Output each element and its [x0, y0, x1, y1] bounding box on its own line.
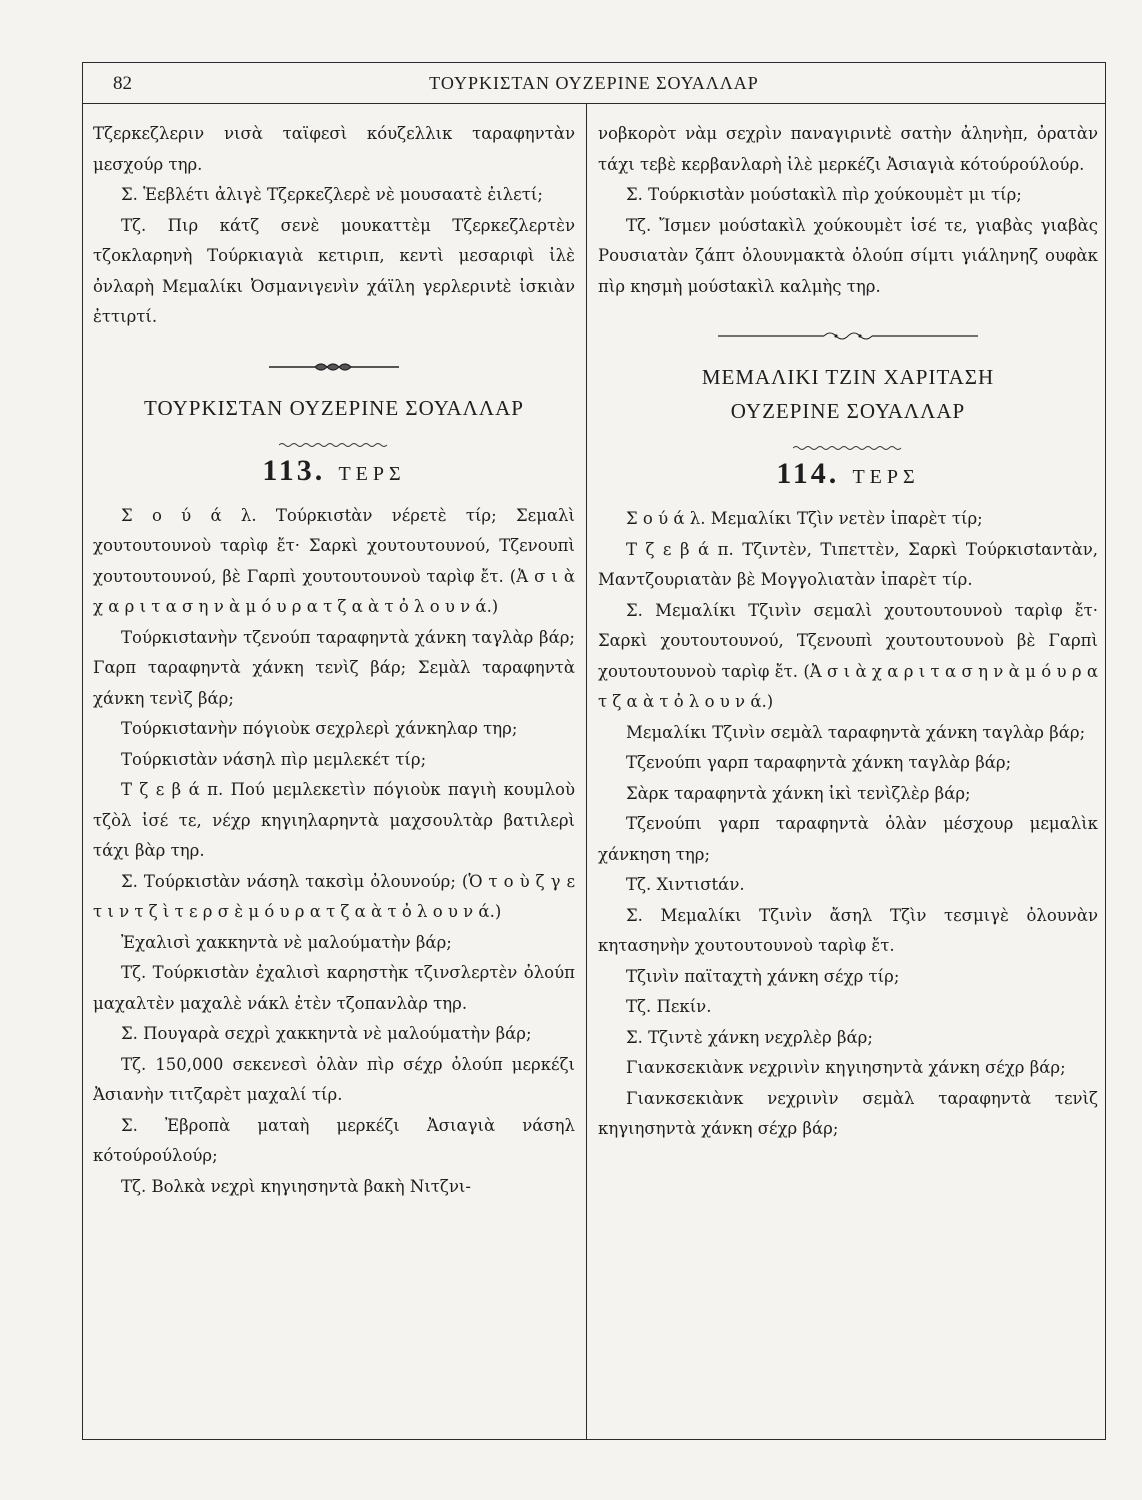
lesson-paragraph: Τούρκισtὰν νάσηλ πὶρ μεμλεκέτ τίρ; — [121, 749, 427, 769]
lesson-word: ΤΕΡΣ — [852, 466, 920, 488]
lesson-paragraph: Μεμαλίκι Τζινὶν σεμὰλ ταραφηντὰ χάνκη ταγλὰρ βάρ; — [626, 722, 1086, 742]
right-intro-paragraph: Τζ. Ἴσμεν μούσtακὶλ χούκουμὲτ ἰσέ τε, γιαβὰς γιαβὰς Ρουσιατὰν ζάπτ ὀλουνμακτὰ ὀλούπ σίμτι γιάληνηζ ουφὰκ πὶρ κησμὴ μούσtακὶλ καλμὴς τηρ. — [598, 215, 1098, 296]
lesson-heading — [93, 451, 575, 495]
lesson-paragraph: Ἐχαλισὶ χακκηντὰ νὲ μαλούματὴν βάρ; — [121, 932, 452, 952]
lesson-paragraph: Τζενούπι γαρπ ταραφηντὰ ὀλὰν μέσχουρ μεμαλὶκ χάνκηση τηρ; — [598, 814, 1098, 864]
lesson-paragraph: Τζ. Τούρκισtὰν ἐχαλισὶ καρηστὴκ τζινσλερτὲν ὀλούπ μαχαλτὲν μαχαλὲ νάκλ ἐτὲν τζοπανλὰρ τηρ. — [93, 963, 575, 1013]
lesson-paragraph: Γιανκσεκιὰνκ νεχρινὶν κηγιησηντὰ χάνκη σέχρ βάρ; — [626, 1058, 1066, 1077]
lesson-number: 113. — [262, 453, 326, 487]
left-intro-paragraph: Τζερκεζλεριν νισὰ ταϊφεσὶ κόυζελλικ ταραφηντὰν μεσχούρ τηρ. — [93, 124, 575, 174]
lesson-paragraph: Τζ. Χιντισtάν. — [626, 875, 745, 894]
lesson-paragraph: Τ ζ ε β ά π. Πού μεμλεκετὶν πόγιοὺκ παγιὴ κουμλοὺ τζὸλ ἰσέ τε, νέχρ κηγιηλαρηντὰ μαχσουλτὰρ βατιλερὶ τάχι βὰρ τηρ. — [93, 780, 575, 860]
lesson-paragraph: Σ. Πουγαρὰ σεχρὶ χακκηντὰ νὲ μαλούματὴν βάρ; — [121, 1024, 532, 1043]
page-header — [83, 63, 1105, 104]
lesson-paragraph: Σ ο ύ ά λ. Τούρκισtὰν νέρετὲ τίρ; Σεμαλὶ χουτουτουνοὺ ταρὶφ ἔτ· Σαρκὶ χουτουτουνού, Τζενουπὶ χουτουτουνού, βὲ Γαρπὶ χουτουτουνοὺ ταρὶφ ἔτ. (Ἀ σ ι ὰ χ α ρ ι τ α σ η ν ὰ μ ό υ ρ α τ ζ α ὰ τ ὀ λ ο υ ν ά.) — [93, 505, 575, 616]
right-intro-paragraph: νοβκορὸτ νὰμ σεχρὶν παναγιρινtὲ σατὴν ἀληνὴπ, ὀρατὰν τάχι τεβὲ κερβανλαρὴ ἰλὲ μερκέζι Ἀσιαγιὰ κότούρούλούρ. — [598, 124, 1098, 174]
ornament-divider — [93, 353, 575, 367]
lesson-paragraph: Σ. Τούρκισtὰν νάσηλ τακσὶμ ὀλουνούρ; (Ὁ τ ο ὺ ζ γ ε τ ι ν τ ζ ὶ τ ε ρ σ ὲ μ ό υ ρ α τ ζ α ὰ τ ὀ λ ο υ ν ά.) — [93, 871, 575, 921]
right-column — [598, 119, 1098, 1145]
left-intro-paragraph: Τζ. Πιρ κάτζ σενὲ μουκαττὲμ Τζερκεζλερτὲν τζοκλαρηνὴ Τούρκιαγιὰ κετιριπ, κεντὶ μεσαριφὶ ἰλὲ ὀνλαρὴ Μεμαλίκι Ὀσμανιγενὶν χάϊλη γερλερινtὲ ἰσκιὰν ἐττιρτί. — [93, 215, 575, 326]
ornament-divider — [598, 322, 1098, 336]
lesson-number: 114. — [776, 457, 840, 490]
lesson-paragraph: Σ. Τζιντὲ χάνκη νεχρλὲρ βάρ; — [626, 1027, 873, 1047]
lesson-paragraph: Τζ. 150,000 σεκενεσὶ ὀλὰν πὶρ σέχρ ὀλούπ μερκέζι Ἀσιανὴν τιτζαρὲτ μαχαλί τίρ. — [93, 1054, 575, 1104]
lesson-paragraph: Σ. Μεμαλίκι Τζινὶν ἄσηλ Τζὶν τεσμιγὲ ὀλουνὰν κητασηνὴν χουτουτουνοὺ ταρὶφ ἔτ. — [598, 905, 1098, 955]
section-title: ΜΕΜΑΛΙΚΙ ΤΖΙΝ ΧΑΡΙΤΑΣΗ — [701, 365, 995, 389]
wavy-rule — [598, 432, 1098, 446]
page-frame — [82, 62, 1106, 1440]
lesson-word: ΤΕΡΣ — [338, 462, 406, 485]
lesson-paragraph: Σ. Ἐβροπὰ ματαὴ μερκέζι Ἀσιαγιὰ νάσηλ κότούρούλούρ; — [93, 1115, 575, 1165]
left-column — [93, 119, 575, 1202]
section-title-line2: ΟΥΖΕΡΙΝΕ ΣΟΥΑΛΛΑΡ — [730, 399, 966, 423]
lesson-paragraph: Τζινὶν παϊταχτὴ χάνκη σέχρ τίρ; — [626, 966, 900, 986]
lesson-paragraph: Τούρκισtανὴν τζενούπ ταραφηντὰ χάνκη ταγλὰρ βάρ; Γαρπ ταραφηντὰ χάνκη τενὶζ βάρ; Σεμὰλ ταραφηντὰ χάνκη τενὶζ βάρ; — [93, 627, 575, 708]
lesson-paragraph: Τζ. Πεκίν. — [626, 997, 712, 1016]
lesson-paragraph: Σὰρκ ταραφηντὰ χάνκη ἰκὶ τενὶζλὲρ βάρ; — [626, 783, 971, 803]
left-intro-paragraph: Σ. Ἑεβλέτι ἀλιγὲ Τζερκεζλερὲ νὲ μουσαατὲ ἐιλετί; — [121, 185, 543, 204]
running-title: ΤΟΥΡΚΙΣΤΑΝ ΟΥΖΕΡΙΝΕ ΣΟΥΑΛΛΑΡ — [429, 73, 759, 93]
wavy-rule — [93, 429, 575, 443]
lesson-paragraph: Τζ. Βολκὰ νεχρὶ κηγιησηντὰ βακὴ Νιτζνι- — [121, 1176, 471, 1196]
right-intro-paragraph: Σ. Τούρκισtὰν μούσtακὶλ πὶρ χούκουμὲτ μι τίρ; — [626, 185, 1022, 204]
lesson-paragraph: Γιανκσεκιὰνκ νεχρινὶν σεμὰλ ταραφηντὰ τενὶζ κηγιησηντὰ χάνκη σέχρ βάρ; — [598, 1088, 1098, 1138]
lesson-paragraph: Τούρκισtανὴν πόγιοὺκ σεχρλερὶ χάνκηλαρ τηρ; — [121, 719, 518, 738]
lesson-paragraph: Τζενούπι γαρπ ταραφηντὰ χάνκη ταγλὰρ βάρ; — [626, 753, 1012, 772]
lesson-heading — [598, 454, 1098, 498]
column-divider — [586, 103, 587, 1439]
page-number: 82 — [113, 73, 132, 94]
lesson-paragraph: Σ ο ύ ά λ. Μεμαλίκι Τζὶν νετὲν ἰπαρὲτ τίρ; — [626, 509, 983, 528]
section-title: ΤΟΥΡΚΙΣΤΑΝ ΟΥΖΕΡΙΝΕ ΣΟΥΑΛΛΑΡ — [144, 395, 524, 420]
lesson-paragraph: Σ. Μεμαλίκι Τζινὶν σεμαλὶ χουτουτουνοὺ ταρὶφ ἔτ· Σαρκὶ χουτουτουνού, Τζενουπὶ χουτουτουνοὺ βὲ Γαρπὶ χουτουτουνοὺ ταρὶφ ἔτ. (Ἀ σ ι ὰ χ α ρ ι τ α σ η ν ὰ μ ό υ ρ α τ ζ α ὰ τ ὀ λ ο υ ν ά.) — [598, 600, 1098, 711]
lesson-paragraph: Τ ζ ε β ά π. Τζιντὲν, Τιπεττὲν, Σαρκὶ Τούρκισtαντὰν, Μαντζουριατὰν βὲ Μογγολιατὰν ἰπαρὲτ τίρ. — [598, 539, 1098, 589]
